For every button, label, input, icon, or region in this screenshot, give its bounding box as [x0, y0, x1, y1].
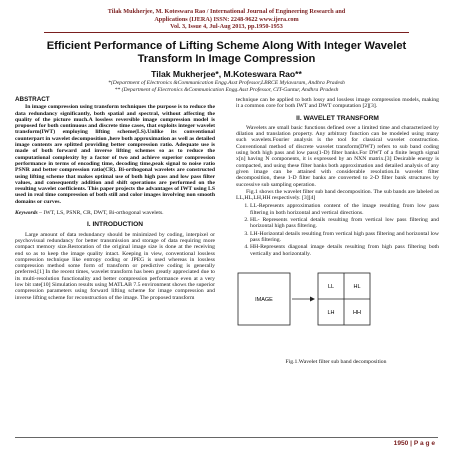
keywords [15, 210, 215, 216]
paper-title: Efficient Performance of Lifting Scheme Along With Integer Wavelet Transform In Image Compression [46, 40, 407, 65]
right-column [236, 97, 439, 366]
figure-1 [236, 263, 436, 366]
affiliation-1: *(Department of Electronics &Communication Engg.Asst Professor,LBRCE Mylavaram, Andhra Pradesh [108, 80, 345, 86]
journal-header-line3: Vol. 3, Issue 4, Jul-Aug 2013, pp.1950-1953 [170, 23, 283, 31]
list-item: 2. HL- Represents vertical details resulting from vertical low pass filtering and horizontal high pass filtering. [250, 217, 439, 230]
affiliation-2: ** (Department of Electronics &Communication Engg.Asst Professor, CIT-Guntur, Andhra Pradesh [114, 86, 339, 93]
subband-diagram [236, 263, 436, 355]
list-item: 1. LL-Represents approximation content of the image resulting from low pass filtering in both horizontal and vertical directions. [250, 203, 439, 216]
hh-label: HH [353, 309, 361, 316]
journal-header-line1: Tilak Mukherjee, M. Koteswara Rao / International Journal of Engineering Research and [107, 8, 346, 15]
header-rule [44, 32, 409, 33]
list-item: 4. HH-Represents diagonal image details resulting from high pass filtering both vertically and horizontally. [250, 244, 439, 257]
image-label: IMAGE [255, 296, 273, 303]
list-item: 3. LH-Horizontal details resulting from vertical high pass filtering and horizontal low pass filtering. [250, 231, 439, 244]
journal-header-line2: Applications (IJERA) ISSN: 2248-9622 www.ijera.com [154, 15, 299, 23]
keywords-label: Keywords [15, 210, 38, 217]
figure-intro-text: Fig.1 shows the wavelet filter sub band decomposition. The sub bands are labeled as LL,HL,LH,HH respectively. [3][4] [236, 188, 439, 202]
lh-label: LH [327, 309, 335, 316]
intro-body: Large amount of data redundancy should be minimized by coding, interpixel or psychovisual redundancy for better transmission and storage of data requiring more compact memory size.Restoration of the original image size is done at the receiving end so as to keep the image quality intact. Keeping in view, conventional lossless compression technique like entropy coding or JPEG is used whereas in lossless compression method some form of transform or predictive coding is generally preferred.[1] In the recent times, wavelet transform has been greatly appreciated due to its multi-resolution functionality and better compression performance even at a very low bit rate[10] Simulation results using MATLAB 7.5 environment shows the superior compression parameters using forward lifting scheme for image compression and inverse lifting scheme for reconstruction of the image. The proposed transform [15, 231, 215, 301]
footer-rule [15, 437, 438, 438]
keywords-text: – IWT, LS, PSNR, CR, DWT, Bi-orthogonal wavelets. [37, 210, 164, 217]
intro-heading: I. INTRODUCTION [86, 221, 144, 229]
affiliations [20, 80, 433, 94]
section2-body: Wavelets are small basic functions defined over a limited time and characterized by dilation and translation property. Any arbitrary function can be modeled using many such wavelets.Fourier analysis is the tool for classical wavelet construction. Conventional method of discrete wavelet transform(DWT) refers to sub band coding using both high pass and low pass(1-D) filter banks.For DWT of a finite length signal x[n] having N components, it is expressed by an NXN matrix.[3] Desirable energy is compacted, and using these filter banks both approximation and detailed analysis of any given image can be attained with considerable resolution.In wavelet filter decomposition, these 1-D filter banks are converted to 2-D filter bank structures by successive sub sampling operation. [236, 124, 439, 188]
hl-label: HL [353, 283, 361, 290]
arrow-head [310, 296, 315, 301]
figure-caption: Fig.1.Wavelet filter sub band decomposition [285, 359, 387, 366]
intro-continuation: technique can be applied to both lossy and lossless image compression models, making it a common core for both IWT and DWT computation [2][3]. [236, 97, 439, 110]
section2-heading: II. WAVELET TRANSFORM [296, 114, 379, 122]
page-number: 1950 | P a g e [393, 440, 435, 447]
ll-label: LL [327, 283, 335, 290]
abstract-body: In image compression using transform techniques the purpose is to reduce the data redundancy significantly, both spatial and spectral, without affecting the quality of the picture much.A lossless reversible image compression model is proposed for both continuous and discrete time cases, that exploits integer wavelet transform(IWT) employing lifting scheme(LS).Unlike its conventional counterpart in wavelet decomposition ,here both approximation as well as detailed image contents are splitted providing better compression ratio. Adequate use is made of both forward and inverse lifting schemes so as to reduce the computational complexity by a factor of two and achieve superior compression performance in terms of encoding time, decoding time,peak signal to noise ratio PSNR and better compression ratio(CR). Bi-orthogonal wavelets are constructed using lifting scheme that makes optimal use of both high pass and low pass filter values, and consequently addition and shift operations are performed on the resulting wavelet coefficients. This paper projects the advantages of IWT using LS used in real time compression of both still and color images involving non smooth domains or curves. [15, 104, 215, 205]
paper-authors: Tilak Mukherjee*, M.Koteswara Rao** [151, 69, 302, 79]
abstract-heading: ABSTRACT [15, 96, 50, 103]
journal-header [0, 8, 453, 31]
subband-list [236, 203, 439, 256]
left-column [15, 97, 215, 301]
